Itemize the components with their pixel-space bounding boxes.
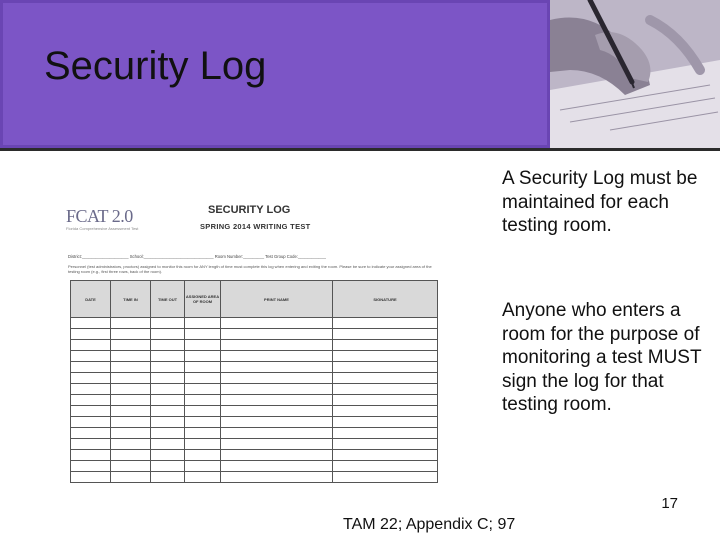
log-table-cell: [151, 428, 185, 439]
page-number: 17: [661, 495, 678, 512]
log-table-cell: [71, 395, 111, 406]
log-table-cell: [71, 461, 111, 472]
log-table-cell: [185, 428, 221, 439]
log-table-cell: [151, 439, 185, 450]
log-table-cell: [185, 406, 221, 417]
log-table-row: [71, 450, 438, 461]
log-table-cell: [333, 340, 438, 351]
slide-header: [0, 0, 720, 150]
log-table-cell: [111, 461, 151, 472]
log-table-row: [71, 428, 438, 439]
log-table-cell: [111, 384, 151, 395]
writing-hand-photo: [550, 0, 720, 148]
form-heading: SECURITY LOG: [208, 204, 291, 216]
log-table-cell: [185, 395, 221, 406]
log-table-cell: [221, 417, 333, 428]
log-table-cell: [111, 395, 151, 406]
log-table-body: [71, 318, 438, 483]
log-table-cell: [221, 406, 333, 417]
form-subheading: SPRING 2014 WRITING TEST: [200, 222, 311, 231]
log-table-cell: [333, 395, 438, 406]
form-instructions: Personnel (test administrators, proctors) assigned to monitor this room for ANY length of time must complete this log when entering and exiting the room. Please be sure to indicate your assigned area of the testing room (e.g., first three rows, back of the room).: [68, 264, 432, 274]
log-table-cell: [71, 362, 111, 373]
log-table-cell: [111, 450, 151, 461]
log-table-cell: [221, 329, 333, 340]
log-table-cell: [111, 351, 151, 362]
log-table-cell: [333, 329, 438, 340]
log-table-cell: [151, 329, 185, 340]
log-table-cell: [151, 373, 185, 384]
form-fields-line: District:____________________ School:______________________________ Room Number:_________ Test Group Code:____________: [68, 254, 326, 259]
log-table-cell: [111, 417, 151, 428]
bullet-security-log-requirement: A Security Log must be maintained for each testing room.: [502, 168, 698, 236]
log-table-cell: [333, 318, 438, 329]
log-table-cell: [185, 472, 221, 483]
column-header: ASSIGNED AREA OF ROOM: [185, 281, 221, 318]
log-table-row: [71, 384, 438, 395]
log-table-cell: [333, 450, 438, 461]
log-table-cell: [151, 417, 185, 428]
log-table-cell: [221, 439, 333, 450]
log-table-cell: [151, 318, 185, 329]
log-table-cell: [71, 329, 111, 340]
log-table-row: [71, 461, 438, 472]
log-table-cell: [185, 362, 221, 373]
title-band: [0, 0, 550, 148]
log-table-cell: [185, 384, 221, 395]
writing-hand-image: [550, 0, 720, 148]
log-table-cell: [71, 373, 111, 384]
column-header: TIME OUT: [151, 281, 185, 318]
log-table-cell: [221, 340, 333, 351]
security-log-form-thumbnail: [66, 196, 438, 476]
log-table-cell: [71, 384, 111, 395]
log-table-cell: [333, 472, 438, 483]
log-table: [70, 280, 438, 483]
log-table-cell: [221, 472, 333, 483]
log-table-cell: [151, 450, 185, 461]
log-table-cell: [111, 406, 151, 417]
log-table-cell: [333, 461, 438, 472]
column-header: TIME IN: [111, 281, 151, 318]
log-table-cell: [333, 362, 438, 373]
log-table-cell: [221, 384, 333, 395]
log-table-cell: [71, 472, 111, 483]
log-table-cell: [151, 340, 185, 351]
log-table-cell: [185, 318, 221, 329]
log-table-row: [71, 417, 438, 428]
log-table-cell: [71, 417, 111, 428]
log-table-cell: [71, 439, 111, 450]
log-table-cell: [221, 362, 333, 373]
log-table-cell: [333, 439, 438, 450]
log-table-cell: [333, 406, 438, 417]
log-table-cell: [111, 329, 151, 340]
log-table-cell: [71, 318, 111, 329]
log-table-row: [71, 351, 438, 362]
log-table-cell: [151, 472, 185, 483]
log-table-cell: [71, 450, 111, 461]
log-table-cell: [221, 461, 333, 472]
log-table-cell: [151, 362, 185, 373]
log-table-row: [71, 395, 438, 406]
log-table-row: [71, 406, 438, 417]
log-table-cell: [71, 351, 111, 362]
log-table-cell: [71, 340, 111, 351]
log-table-cell: [111, 340, 151, 351]
log-table-cell: [185, 373, 221, 384]
log-table-row: [71, 362, 438, 373]
log-table-cell: [151, 395, 185, 406]
header-divider: [0, 148, 720, 151]
log-table-cell: [185, 417, 221, 428]
log-table-cell: [185, 329, 221, 340]
log-table-cell: [151, 461, 185, 472]
log-table-row: [71, 373, 438, 384]
log-table-cell: [111, 428, 151, 439]
log-table-row: [71, 340, 438, 351]
log-table-cell: [333, 417, 438, 428]
log-table-cell: [221, 450, 333, 461]
log-table-cell: [221, 395, 333, 406]
fcat-logo-tagline: Florida Comprehensive Assessment Test: [66, 226, 139, 231]
log-table-cell: [221, 428, 333, 439]
log-table-cell: [151, 351, 185, 362]
column-header: DATE: [71, 281, 111, 318]
log-table-cell: [185, 450, 221, 461]
log-table-row: [71, 318, 438, 329]
bullet-monitor-sign-requirement: Anyone who enters a room for the purpose of monitoring a test MUST sign the log for that testing room.: [502, 300, 702, 415]
log-table-header-row: [71, 281, 438, 318]
log-table-cell: [185, 461, 221, 472]
column-header: SIGNATURE: [333, 281, 438, 318]
slide-title: Security Log: [44, 44, 267, 88]
log-table-cell: [111, 373, 151, 384]
log-table-cell: [111, 439, 151, 450]
log-table-row: [71, 472, 438, 483]
log-table-cell: [111, 318, 151, 329]
log-table-cell: [151, 406, 185, 417]
log-table-cell: [71, 406, 111, 417]
log-table-cell: [221, 318, 333, 329]
log-table-cell: [333, 351, 438, 362]
log-table-cell: [111, 472, 151, 483]
log-table-cell: [333, 428, 438, 439]
column-header: PRINT NAME: [221, 281, 333, 318]
log-table-cell: [333, 384, 438, 395]
log-table-cell: [71, 428, 111, 439]
log-table-cell: [221, 373, 333, 384]
footer-reference: TAM 22; Appendix C; 97: [343, 516, 516, 533]
log-table-row: [71, 439, 438, 450]
log-table-cell: [185, 351, 221, 362]
log-table-cell: [221, 351, 333, 362]
log-table-row: [71, 329, 438, 340]
log-table-cell: [151, 384, 185, 395]
log-table-cell: [185, 439, 221, 450]
log-table-cell: [333, 373, 438, 384]
log-table-cell: [111, 362, 151, 373]
log-table-cell: [185, 340, 221, 351]
fcat-logo: FCAT 2.0: [66, 206, 133, 226]
